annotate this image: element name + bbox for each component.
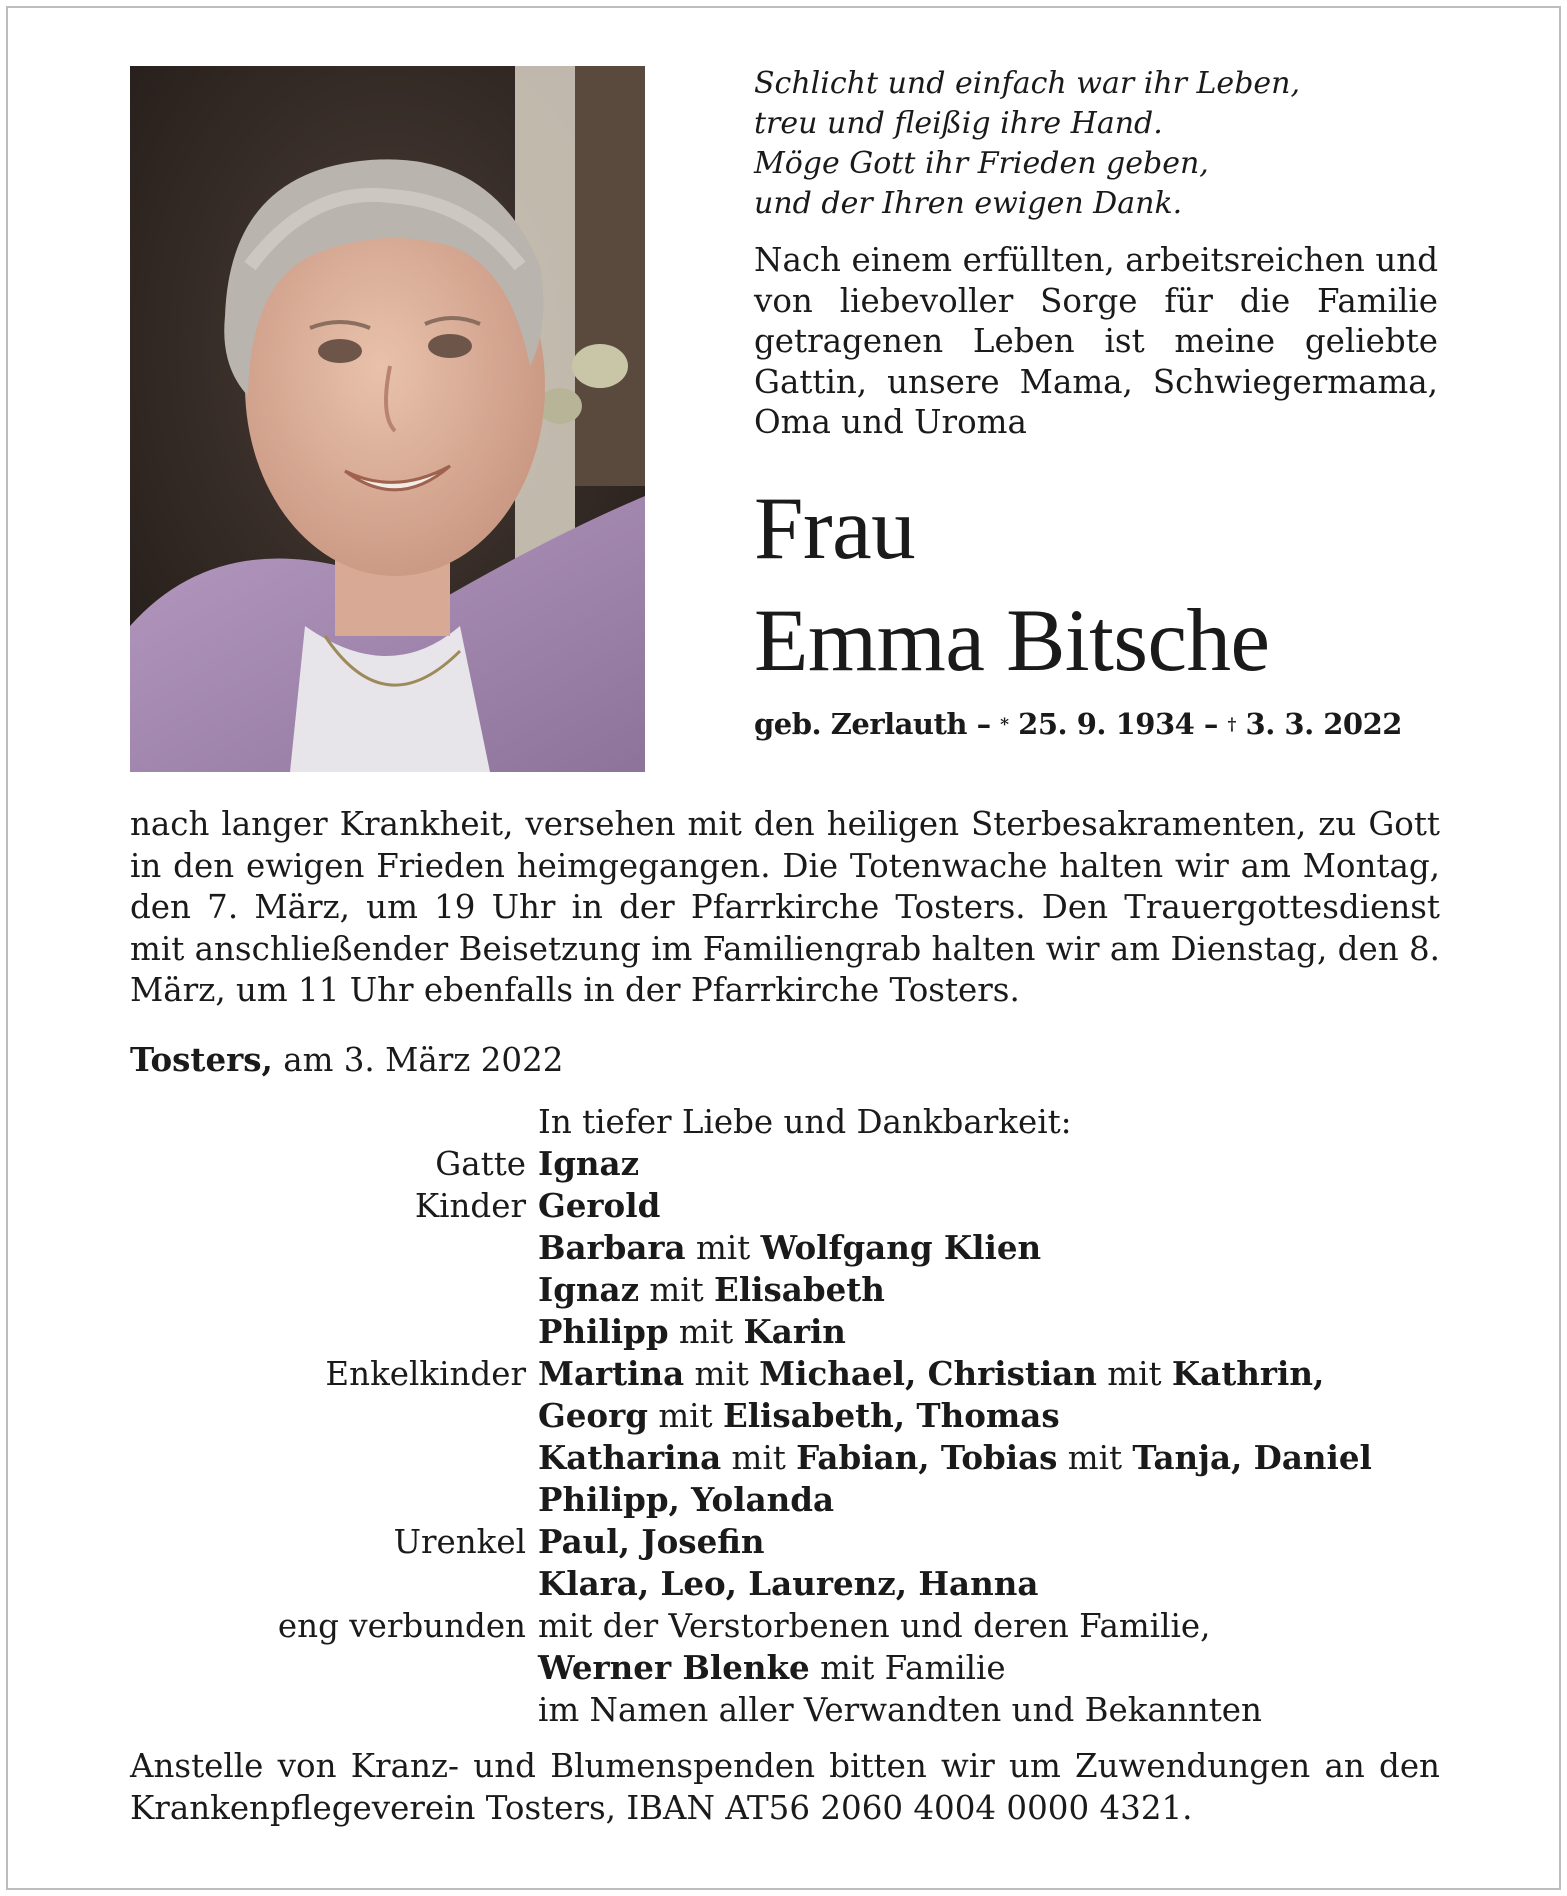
date-line: am 3. März 2022 [283,1041,564,1079]
family-member: Georg [538,1396,648,1435]
title-prefix: Frau [754,479,916,578]
family-row [130,1437,1440,1479]
place: Tosters, [130,1040,273,1079]
deceased-name: Emma Bitsche [754,591,1270,690]
with-word: mit [731,1439,786,1477]
family-member: Gerold [538,1186,661,1225]
family-row-urenkel [130,1521,1440,1563]
family-list [130,1101,1440,1731]
place-date-line [130,1039,1440,1082]
family-label: Gatte [435,1145,526,1183]
died-date: 3. 3. 2022 [1245,706,1402,741]
with-word: mit [658,1397,713,1435]
family-label: Enkelkinder [325,1355,526,1393]
family-note: mit Familie [820,1649,1006,1687]
born-symbol: * [1000,714,1009,735]
family-label: Urenkel [393,1523,526,1561]
family-member: Tanja, Daniel [1132,1438,1372,1477]
family-row-enkelkinder [130,1353,1440,1395]
family-row-verbunden [130,1605,1440,1647]
birth-name: geb. Zerlauth [754,706,967,741]
family-member: Elisabeth [714,1270,885,1309]
family-member: Martina [538,1354,685,1393]
poem [754,64,1438,224]
family-row [130,1689,1440,1731]
with-word: mit [695,1229,751,1267]
family-heading-row [130,1101,1440,1143]
with-word: mit [649,1271,704,1309]
family-member: Paul, Josefin [538,1522,765,1561]
family-member: Ignaz [538,1270,640,1309]
right-column [754,64,1438,741]
family-label: Kinder [414,1187,526,1225]
family-row [130,1563,1440,1605]
with-word: mit [694,1355,749,1393]
portrait-photo [130,66,645,772]
family-note: im Namen aller Verwandten und Bekannten [538,1691,1262,1729]
poem-line: treu und fleißig ihre Hand. [754,106,1163,141]
poem-line: Möge Gott ihr Frieden geben, [754,146,1209,181]
family-member: Wolfgang Klien [760,1228,1042,1267]
family-member: Elisabeth, Thomas [722,1396,1060,1435]
with-word: mit [1067,1439,1123,1477]
family-member: Michael, Christian [759,1354,1097,1393]
with-word: mit [1107,1355,1162,1393]
family-row-gatte [130,1143,1440,1185]
with-word: mit [678,1313,734,1351]
family-member: Ignaz [538,1144,640,1183]
family-member: Klara, Leo, Laurenz, Hanna [538,1564,1039,1603]
family-row [130,1395,1440,1437]
family-row [130,1647,1440,1689]
died-symbol: † [1227,714,1236,735]
family-heading: In tiefer Liebe und Dankbarkeit: [538,1103,1072,1141]
family-member: Philipp [538,1312,669,1351]
family-row [130,1227,1440,1269]
poem-line: und der Ihren ewigen Dank. [754,186,1183,221]
family-row [130,1479,1440,1521]
poem-line: Schlicht und einfach war ihr Leben, [754,66,1301,101]
intro-text: Nach einem erfüllten, arbeitsreichen und von liebevoller Sorge für die Familie getragenen Leben ist meine geliebte Gattin, unsere Mama, Schwiegermama, Oma und Uroma [754,241,1438,441]
portrait-photo-icon [130,66,645,772]
family-member: Karin [743,1312,846,1351]
family-member: Katharina [538,1438,722,1477]
life-dates: geb. Zerlauth – * 25. 9. 1934 – † 3. 3. 2022 [754,706,1402,741]
deceased-heading [754,473,1438,697]
family-label: eng verbunden [277,1607,526,1645]
family-member: Barbara [538,1228,686,1267]
family-row-kinder [130,1185,1440,1227]
announcement-text: nach langer Krankheit, versehen mit den heiligen Sterbesakramenten, zu Gott in den ewigen Frieden heimgegangen. Die Totenwache halten wir am Montag, den 7. März, um 19 Uhr in der Pfarrkirche Tosters. Den Trauergottesdienst mit anschließender Beisetzung im Familiengrab halten wir am Dienstag, den 8. März, um 11 Uhr ebenfalls in der Pfarrkirche Tosters. [130,805,1440,1009]
family-row [130,1269,1440,1311]
family-member: Fabian, Tobias [796,1438,1058,1477]
born-date: 25. 9. 1934 [1018,706,1195,741]
family-note: mit der Verstorbenen und deren Familie, [538,1607,1211,1645]
family-row [130,1311,1440,1353]
family-member: Werner Blenke [538,1648,810,1687]
family-member: Kathrin, [1171,1354,1325,1393]
donation-note: Anstelle von Kranz- und Blumenspenden bitten wir um Zuwendungen an den Krankenpflegeverein Tosters, IBAN AT56 2060 4004 0000 4321. [130,1747,1440,1827]
family-member: Philipp, Yolanda [538,1480,835,1519]
